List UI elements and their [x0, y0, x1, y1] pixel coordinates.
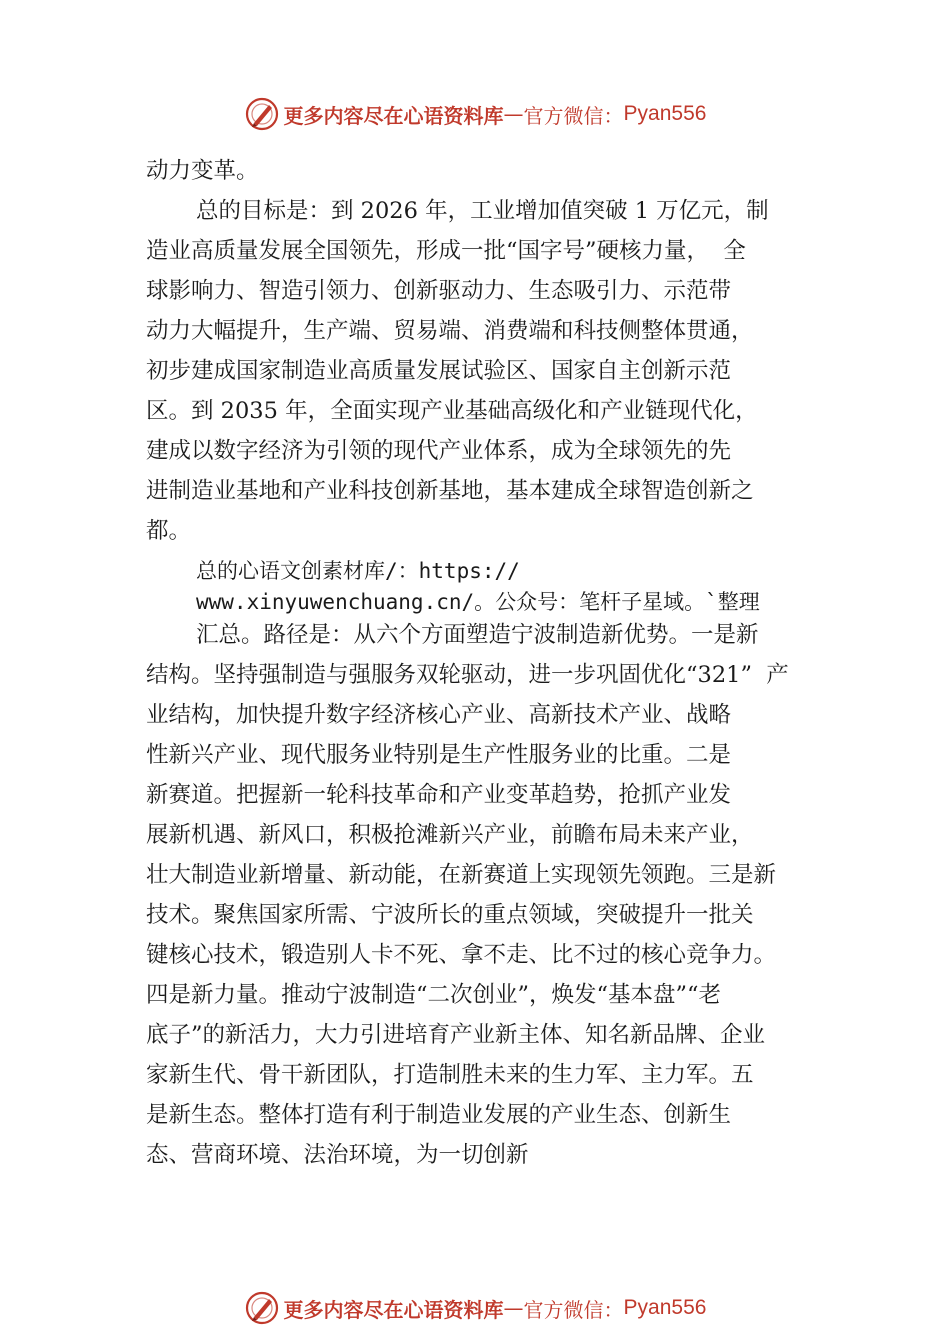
text-line: 是新生态。整体打造有利于制造业发展的产业生态、创新生 [146, 1102, 732, 1128]
text-line: 汇总。路径是：从六个方面塑造宁波制造新优势。一是新 [196, 622, 759, 648]
text-line: 进制造业基地和产业科技创新基地，基本建成全球智造创新之 [146, 478, 754, 504]
header-watermark [0, 94, 950, 134]
pen-logo-icon [244, 1290, 280, 1326]
watermark-wechat-id: Pyan556 [623, 102, 707, 125]
text-line: 建成以数字经济为引领的现代产业体系，成为全球领先的先 [146, 438, 732, 464]
watermark-label: 官方微信： [523, 103, 624, 128]
text-line: 结构。坚持强制造与强服务双轮驱动，进一步巩固优化“321” 产 [146, 662, 789, 688]
watermark-dash: — [503, 1296, 524, 1320]
watermark-text: 更多内容尽在心语资料库 [283, 1297, 504, 1322]
watermark-wechat-id: Pyan556 [623, 1296, 707, 1319]
text-line: 家新生代、骨干新团队，打造制胜未来的生力军、主力军。五 [146, 1062, 754, 1088]
text-line: 区。到 2035 年，全面实现产业基础高级化和产业链现代化， [146, 398, 758, 424]
text-line: 底子”的新活力，大力引进培育产业新主体、知名新品牌、企业 [146, 1022, 766, 1048]
text-line: 新赛道。把握新一轮科技革命和产业变革趋势，抢抓产业发 [146, 782, 732, 808]
text-line: 总的心语文创素材库/：https:// [196, 559, 520, 583]
text-line: 展新机遇、新风口，积极抢滩新兴产业，前瞻布局未来产业， [146, 822, 754, 848]
text-line: 态、营商环境、法治环境，为一切创新 [146, 1142, 529, 1168]
text-line: 业结构，加快提升数字经济核心产业、高新技术产业、战略 [146, 702, 732, 728]
text-line: 动力变革。 [146, 158, 259, 184]
text-line: www.xinyuwenchuang.cn/。公众号：笔杆子星域。`整理 [196, 590, 760, 614]
text-line: 都。 [146, 518, 192, 544]
text-line: 球影响力、智造引领力、创新驱动力、生态吸引力、示范带 [146, 278, 732, 304]
text-line: 壮大制造业新增量、新动能，在新赛道上实现领先领跑。三是新 [146, 862, 777, 888]
text-line: 造业高质量发展全国领先，形成一批“国字号”硬核力量， 全 [146, 238, 746, 264]
footer-watermark [0, 1288, 950, 1328]
text-line: 性新兴产业、现代服务业特别是生产性服务业的比重。二是 [146, 742, 732, 768]
text-line: 四是新力量。推动宁波制造“二次创业”，焕发“基本盘”“老 [146, 982, 722, 1008]
text-line: 初步建成国家制造业高质量发展试验区、国家自主创新示范 [146, 358, 732, 384]
text-line: 键核心技术，锻造别人卡不死、拿不走、比不过的核心竞争力。 [146, 942, 777, 968]
watermark-dash: — [503, 102, 524, 126]
text-line: 技术。聚焦国家所需、宁波所长的重点领域，突破提升一批关 [146, 902, 754, 928]
text-line: 动力大幅提升，生产端、贸易端、消费端和科技侧整体贯通， [146, 318, 754, 344]
pen-logo-icon [244, 96, 280, 132]
watermark-label: 官方微信： [523, 1297, 624, 1322]
text-line: 总的目标是：到 2026 年，工业增加值突破 1 万亿元，制 [196, 198, 769, 224]
watermark-text: 更多内容尽在心语资料库 [283, 103, 504, 128]
